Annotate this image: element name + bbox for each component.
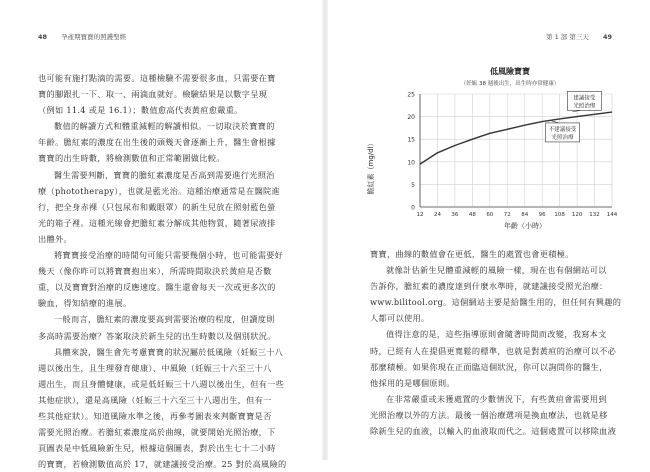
text-line: 幾天（像你昨可以將寶寶抱出來），所需時間取決於黃疸是否數: [38, 266, 272, 277]
chart-grid: [420, 94, 612, 207]
x-tick-label: 120: [571, 212, 583, 218]
text-line: 多高時需要治療？答案取決於新生兒的出生時數以及個別狀況。: [38, 330, 276, 341]
text-line: 告訴你，膽紅素的濃度達到什麼水準時，就建議接受照光治療：: [370, 281, 608, 292]
text-line: 就像計估新生兒體重減輕的風險一樣，現在也有個網站可以: [386, 265, 607, 276]
x-tick-label: 24: [433, 212, 441, 218]
right-body-text: [370, 246, 630, 439]
text-line: 需要光照治療。若膽紅素濃度高於曲線，就要開始光照治療，下: [38, 427, 276, 438]
annotation-text: 不建議接受: [548, 126, 577, 133]
text-line: 醫生需要判斷，寶寶的膽紅素濃度是否高到需要進行光照治: [54, 169, 275, 180]
left-page: [0, 0, 325, 470]
y-tick-label: 5: [411, 181, 415, 189]
chart-title: 低風險寶寶: [490, 67, 530, 76]
annotation-text: 光照治療: [551, 134, 574, 141]
text-line: 值得注意的是，這些指導原則會隨著時間而改變，我寫本文: [386, 329, 607, 340]
text-line: 時，已經有人在提倡更寬鬆的標準，也就是對黃疸的治療可以不必: [370, 345, 617, 356]
x-tick-label: 84: [521, 212, 529, 218]
annotation-arrow: [551, 120, 559, 123]
chart-subtitle: （妊娠 38 週後出生，出生時亦常健康）: [460, 81, 560, 87]
text-line: 光的箱子裡。這種光線會把膽紅素分解成其他物質，隨著尿液排: [38, 217, 276, 228]
annotation-text: 建議接受: [573, 95, 596, 102]
x-tick-label: 36: [451, 212, 459, 218]
text-line: 數值的解讀方式和體重減輕的解讀相似。一切取決於寶寶的: [54, 121, 275, 132]
text-line: 的寶寶，若檢測數值高於 17，就建議接受治療。25 對於高風險的: [38, 459, 287, 470]
x-tick-label: 12: [416, 212, 424, 218]
chart-series: [420, 112, 612, 164]
text-line: 年齡。膽紅素的濃度在出生後的頭幾天會逐漸上升，醫生會根據: [38, 137, 276, 148]
chart-svg: [350, 62, 640, 232]
right-running-head: [546, 32, 612, 41]
text-line: 驗血，得知結療的進展。: [38, 298, 132, 309]
x-tick-label: 108: [554, 212, 565, 218]
text-line: 除新生兒的血液，以輸入的血液取而代之。這個處置可以移除血液: [370, 426, 617, 437]
text-line: 重，以及寶寶對治療的反應速度。醫生還會每天一次或更多次的: [38, 282, 276, 293]
text-line: 頁圖表是中低風險新生兒，根據這個圖表，對於出生七十二小時: [38, 443, 276, 454]
text-line: 其他症狀），還是高風險（妊娠三十六至三十八週出生，但有一: [38, 394, 272, 405]
threshold-curve: [420, 112, 612, 164]
text-line: 寶寶，曲線的數值會在更低，醫生的處置也會更積極。: [370, 249, 574, 259]
x-tick-label: 48: [468, 212, 476, 218]
left-running-head: [38, 32, 126, 41]
x-tick-label: 144: [606, 212, 618, 218]
y-axis-label: 膽紅素（mg/dl）: [367, 139, 375, 195]
bilirubin-chart: [350, 62, 640, 232]
text-line: 也可能有施打點滴的需要。這種檢驗不需要很多血，只需要在寶: [38, 73, 276, 83]
right-page-number: 49: [602, 33, 612, 41]
y-tick-label: 15: [407, 136, 415, 144]
x-tick-label: 96: [538, 212, 546, 218]
text-line: 寶的腳跟扎一下、取一、兩滴血就好。檢驗結果是以數字呈現: [38, 89, 268, 100]
text-line: 寶寶的出生時數，將檢測數值和正常範圍做比較。: [38, 153, 225, 164]
text-line: 光照治療以外的方法。最後一個治療選項是換血療法，也就是移: [370, 409, 608, 420]
text-line: 週以後出生，且生理發育健康）、中風險（妊娠三十六至三十八: [38, 362, 272, 373]
text-line: 週出生，而且身體健康，或是低妊娠三十八週以後出生，但有一些: [38, 378, 285, 389]
x-tick-label: 132: [589, 212, 600, 218]
annotation-text: 光照治療: [573, 103, 596, 110]
text-line: 在非常嚴重或未獲處置的少數情況下，有些黃疸會需要用到: [386, 393, 607, 404]
text-line: 他採用的是哪個原則。: [370, 377, 455, 388]
text-line: 行，把全身赤裸（只包尿布和戴眼罩）的新生兒放在照射藍色螢: [38, 201, 276, 212]
x-tick-label: 60: [486, 212, 494, 218]
text-line: 那麼積極。如果你現在正面臨這個狀況，你可以詢問你的醫生，: [370, 361, 608, 372]
text-line: 具體來說，醫生會先考慮寶寶的狀況屬於低風險（妊娠三十八: [54, 346, 284, 357]
text-line: 療（phototherapy），也就是藍光治。這種治療通常是在醫院進: [38, 185, 280, 196]
x-tick-label: 72: [503, 212, 511, 218]
left-running-title: 孕產期寶寶的照護聖經: [61, 33, 127, 41]
y-tick-label: 25: [407, 91, 415, 99]
text-line: 出體外。: [38, 233, 72, 244]
text-line: 些其他症狀）。知道風險水準之後，再參考圖表來判斷寶寶是否: [38, 410, 272, 421]
text-line: 將寶寶接受治療的時間句可能只需要幾個小時，也可能需要好: [54, 250, 284, 261]
right-running-title: 第 1 部 第三天: [546, 33, 589, 41]
text-line: 人都可以使用。: [370, 313, 430, 324]
y-tick-label: 0: [411, 204, 415, 212]
right-page: [325, 0, 650, 460]
y-tick-label: 20: [407, 114, 415, 122]
left-page-number: 48: [38, 33, 48, 41]
text-line: 一般而言，膽紅素的濃度要高到需要治療的程度，但讀度則: [54, 314, 275, 325]
text-line: www.bilitool.org。這個網站主要是給醫生用的，但任何有興趣的: [370, 297, 622, 308]
left-body-text: [38, 70, 302, 472]
x-axis-label: 年齡（小時）: [504, 222, 546, 230]
y-tick-label: 10: [407, 159, 415, 167]
text-line: （例如 11.4 或是 16.1）；數值愈高代表黃疸愈嚴重。: [38, 105, 243, 116]
